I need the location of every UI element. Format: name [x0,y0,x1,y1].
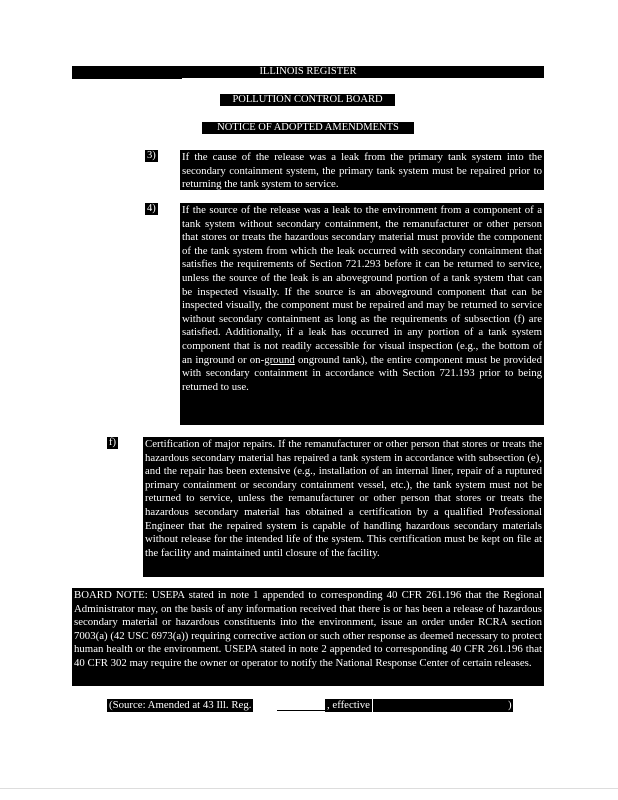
item-4-number: 4) [147,203,156,214]
page-bottom-rule [0,788,618,789]
item-4-text-b: onground tank), the entire component must be provided with secondary containment in accordance with Section 721.193 prior to being returned to use. [182,353,542,393]
item-f-number: f) [109,437,116,448]
source-prefix: (Source: Amended at 43 Ill. Reg. [109,699,252,711]
notice-title: NOTICE OF ADOPTED AMENDMENTS [202,122,414,134]
item-4-text [180,203,544,425]
item-f-text: Certification of major repairs. If the remanufacturer or other person that stores or treats the hazardous secondary material has repaired a tank system in accordance with subsection (e), and the repair has been extensive (e.g., installation of an internal liner, repair of a ruptured primary containment or secondary containment vessel, etc.), the tank system must not be returned to service, unless the remanufacturer or other person that stores or treats the hazardous secondary material has obtained a certification by a qualified Professional Engineer that the repaired system is capable of handling hazardous secondary materials without release for the intended life of the system. This certification must be kept on file at the facility and maintained until closure of the facility. [143,437,544,577]
register-title: ILLINOIS REGISTER [259,66,357,77]
source-effective: , effective [327,699,370,711]
board-note: BOARD NOTE: USEPA stated in note 1 appended to corresponding 40 CFR 261.196 that the Regional Administrator may, on the basis of any information received that there is or has been a release of hazardous secondary material or hazardous constituents into the environment, issue an order under RCRA section 7003(a) (42 USC 6973(a)) requiring corrective action or such other response as deemed necessary to protect human health or the environment. USEPA stated in note 2 appended to corresponding 40 CFR 261.196 that 40 CFR 302 may require the owner or operator to notify the National Response Center of certain releases. [72,588,544,686]
header-rule [72,78,182,79]
item-4-inserted-ground: ground [264,353,295,366]
source-blank-2 [373,699,507,712]
source-line [107,699,512,712]
item-4-text-a: If the source of the release was a leak to the environment from a component of a tank system without secondary containment, the remanufacturer or other person that stores or treats the hazardous secondary material must provide the component of the tank system from which the leak occurred with secondary containment that satisfies the requirements of Section 721.293 before it can be returned to service, unless the source of the leak is an aboveground portion of a tank system that can be inspected visually. If the source is an aboveground component that can be inspected visually, the component must be repaired and may be returned to service without secondary containment as long as the requirements of subsection (f) are satisfied. Additionally, if a leak has occurred in any portion of a tank system component that is not readily accessible for visual inspection (e.g., the bottom of an inground or on- [182,204,542,366]
source-blank-1 [277,710,327,711]
item-3-number: 3) [147,150,156,161]
item-3-text: If the cause of the release was a leak from the primary tank system into the secondary containment system, the primary tank system must be repaired prior to returning the tank system to service. [182,151,542,191]
board-title: POLLUTION CONTROL BOARD [220,94,395,106]
source-suffix: ) [508,699,512,711]
